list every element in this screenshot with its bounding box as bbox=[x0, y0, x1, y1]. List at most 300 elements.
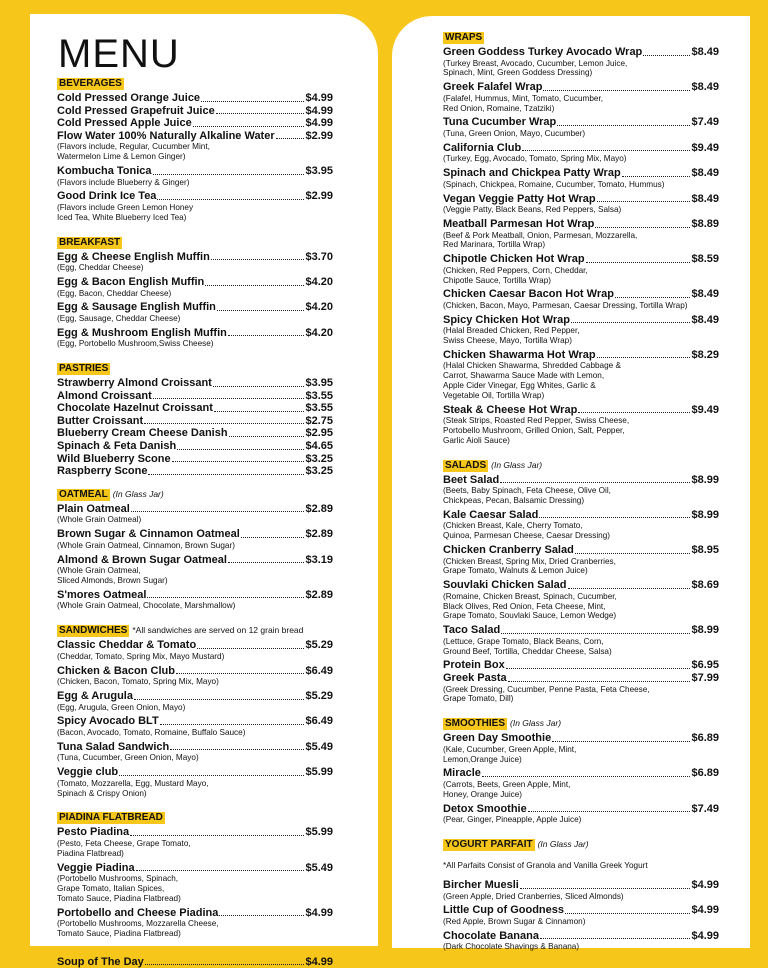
section-header bbox=[57, 78, 333, 91]
item-description: (Beets, Baby Spinach, Feta Cheese, Olive Oil, bbox=[443, 486, 611, 496]
leader-dots bbox=[520, 888, 691, 889]
item-description: Spinach & Crispy Onion) bbox=[57, 788, 147, 798]
item-price: $6.89 bbox=[691, 732, 719, 745]
item-name: S'mores Oatmeal bbox=[57, 588, 147, 601]
menu-item-soup bbox=[57, 956, 333, 968]
item-description: (Chicken, Bacon, Tomato, Spring Mix, Mayo) bbox=[57, 677, 219, 687]
item-name: Meatball Parmesan Hot Wrap bbox=[443, 217, 595, 230]
item-description: (Steak Strips, Roasted Red Pepper, Swiss Cheese, bbox=[443, 416, 630, 426]
item-price: $7.49 bbox=[691, 116, 719, 129]
item-name: Brown Sugar & Cinnamon Oatmeal bbox=[57, 528, 240, 541]
item-price: $8.49 bbox=[691, 313, 719, 326]
item-name: Chicken Shawarma Hot Wrap bbox=[443, 348, 596, 361]
menu-item bbox=[443, 474, 719, 487]
leader-dots bbox=[575, 553, 691, 554]
item-price: $5.49 bbox=[305, 861, 333, 874]
item-description: Chickpeas, Pecan, Balsamic Dressing) bbox=[443, 496, 585, 506]
item-price: $8.49 bbox=[691, 46, 719, 58]
item-price: $2.75 bbox=[305, 414, 333, 427]
item-price: $2.89 bbox=[305, 588, 333, 601]
menu-item bbox=[57, 862, 333, 875]
menu-item bbox=[57, 715, 333, 728]
item-description: Carrot, Shawarma Sauce Made with Lemon, bbox=[443, 371, 605, 381]
item-price: $5.49 bbox=[305, 740, 333, 753]
item-description: (Tomato, Mozzarella, Egg, Mustard Mayo, bbox=[57, 778, 209, 788]
menu-item bbox=[443, 167, 719, 180]
item-description: (Greek Dressing, Cucumber, Penne Pasta, Feta Cheese, bbox=[443, 684, 650, 694]
item-description: Tomato Sauce, Piadina Flatbread) bbox=[57, 928, 181, 938]
menu-item bbox=[443, 81, 719, 94]
menu-item bbox=[57, 639, 333, 652]
item-description: (Whole Grain Oatmeal) bbox=[57, 515, 142, 525]
item-description: (Chicken Breast, Kale, Cherry Tomato, bbox=[443, 521, 583, 531]
section-header bbox=[443, 32, 719, 45]
leader-dots bbox=[134, 699, 304, 700]
item-description: (Dark Chocolate Shavings & Banana) bbox=[443, 942, 580, 952]
menu-item bbox=[443, 732, 719, 745]
leader-dots bbox=[201, 101, 304, 102]
item-name: Plain Oatmeal bbox=[57, 502, 130, 515]
menu-item bbox=[443, 803, 719, 816]
section-salads bbox=[443, 460, 719, 708]
item-price: $8.59 bbox=[691, 253, 719, 266]
item-description: (Flavors include, Regular, Cucumber Mint, bbox=[57, 142, 210, 152]
leader-dots bbox=[217, 310, 305, 311]
item-name: Egg & Cheese English Muffin bbox=[57, 250, 210, 263]
leader-dots bbox=[500, 482, 690, 483]
item-description: Piadina Flatbread) bbox=[57, 848, 124, 858]
item-description: Watermelon Lime & Lemon Ginger) bbox=[57, 152, 186, 162]
item-name: Protein Box bbox=[443, 659, 505, 672]
item-name: Egg & Sausage English Muffin bbox=[57, 301, 216, 314]
item-price: $3.70 bbox=[305, 250, 333, 263]
leader-dots bbox=[170, 749, 304, 750]
item-price: $2.99 bbox=[305, 190, 333, 203]
item-name: Portobello and Cheese Piadina bbox=[57, 906, 219, 919]
item-description: Portobello Mushroom, Grilled Onion, Salt, Pepper, bbox=[443, 426, 625, 436]
section-beverages bbox=[57, 78, 333, 226]
item-description: Apple Cider Vinegar, Egg Whites, Garlic & bbox=[443, 381, 596, 391]
item-description: (Red Apple, Brown Sugar & Cinnamon) bbox=[443, 916, 586, 926]
item-name: Pesto Piadina bbox=[57, 826, 130, 839]
leader-dots bbox=[214, 411, 305, 412]
item-description: Grape Tomato, Walnuts & Lemon Juice) bbox=[443, 566, 588, 576]
item-price: $3.95 bbox=[305, 377, 333, 390]
item-price: $5.29 bbox=[305, 639, 333, 652]
menu-item bbox=[57, 301, 333, 314]
item-description: (Egg, Portobello Mushroom,Swiss Cheese) bbox=[57, 339, 214, 349]
leader-dots bbox=[130, 835, 304, 836]
item-name: Green Day Smoothie bbox=[443, 732, 552, 745]
menu-item bbox=[57, 589, 333, 602]
section-smoothies bbox=[443, 718, 719, 828]
leader-dots bbox=[501, 633, 690, 634]
leader-dots bbox=[571, 322, 691, 323]
menu-item bbox=[57, 276, 333, 289]
item-price: $6.89 bbox=[691, 767, 719, 780]
leader-dots bbox=[557, 125, 690, 126]
item-description: (Turkey Breast, Avocado, Cucumber, Lemon Juice, bbox=[443, 58, 628, 68]
item-price: $8.69 bbox=[691, 579, 719, 592]
leader-dots bbox=[176, 673, 305, 674]
item-name: California Club bbox=[443, 141, 522, 154]
item-description: (Romaine, Chicken Breast, Spinach, Cucumber, bbox=[443, 591, 617, 601]
item-price: $4.99 bbox=[305, 104, 333, 117]
leader-dots bbox=[552, 741, 690, 742]
item-description: (Green Apple, Dried Cranberries, Sliced Almonds) bbox=[443, 891, 624, 901]
item-description: (Pear, Ginger, Pineapple, Apple Juice) bbox=[443, 815, 582, 825]
menu-item bbox=[443, 672, 719, 685]
menu-item bbox=[57, 465, 333, 478]
item-price: $8.29 bbox=[691, 348, 719, 361]
item-name: Almond Croissant bbox=[57, 389, 152, 402]
item-price: $4.99 bbox=[305, 92, 333, 104]
item-name: Kale Caesar Salad bbox=[443, 508, 539, 521]
section-note: (In Glass Jar) bbox=[112, 488, 164, 499]
leader-dots bbox=[144, 423, 304, 424]
item-description: Ground Beef, Tortilla, Cheddar Cheese, Salsa) bbox=[443, 646, 612, 656]
item-description: Black Olives, Red Onion, Feta Cheese, Mint, bbox=[443, 601, 606, 611]
item-name: Taco Salad bbox=[443, 624, 501, 637]
leader-dots bbox=[276, 138, 305, 139]
item-description: Vegetable Oil, Tortilla Wrap) bbox=[443, 390, 545, 400]
item-description: (Veggie Patty, Black Beans, Red Peppers, Salsa) bbox=[443, 205, 622, 215]
item-name: Good Drink Ice Tea bbox=[57, 190, 157, 203]
leader-dots bbox=[597, 201, 691, 202]
item-description: (Flavors include Green Lemon Honey bbox=[57, 202, 194, 212]
item-description: (Portobello Mushrooms, Mozzarella Cheese, bbox=[57, 919, 219, 929]
leader-dots bbox=[228, 335, 305, 336]
item-description: (Tuna, Green Onion, Mayo, Cucumber) bbox=[443, 128, 586, 138]
menu-item bbox=[443, 767, 719, 780]
item-name: Almond & Brown Sugar Oatmeal bbox=[57, 553, 227, 566]
left-menu-panel bbox=[30, 14, 378, 968]
section-header bbox=[57, 237, 333, 250]
leader-dots bbox=[595, 227, 690, 228]
menu-item bbox=[443, 193, 719, 206]
section-label: BREAKFAST bbox=[59, 236, 121, 248]
menu-item bbox=[57, 105, 333, 118]
menu-item bbox=[57, 402, 333, 415]
item-price: $8.49 bbox=[691, 167, 719, 180]
menu-item bbox=[57, 554, 333, 567]
leader-dots bbox=[241, 537, 305, 538]
menu-item bbox=[57, 390, 333, 403]
menu-item bbox=[57, 528, 333, 541]
item-name: Classic Cheddar & Tomato bbox=[57, 639, 197, 652]
item-name: Green Goddess Turkey Avocado Wrap bbox=[443, 46, 643, 58]
item-description: (Portobello Mushrooms, Spinach, bbox=[57, 874, 179, 884]
section-note: *All sandwiches are served on 12 grain bread bbox=[132, 625, 304, 636]
menu-item bbox=[57, 665, 333, 678]
item-description: Grape Tomato, Dill) bbox=[443, 694, 514, 704]
leader-dots bbox=[160, 724, 305, 725]
item-description: (Spinach, Chickpea, Romaine, Cucumber, Tomato, Hummus) bbox=[443, 179, 665, 189]
item-name: Wild Blueberry Scone bbox=[57, 452, 171, 465]
item-description: (Halal Breaded Chicken, Red Pepper, bbox=[443, 326, 580, 336]
section-sandwiches bbox=[57, 625, 333, 801]
item-description: (Tuna, Cucumber, Green Onion, Mayo) bbox=[57, 753, 199, 763]
leader-dots bbox=[197, 648, 304, 649]
item-description: (Whole Grain Oatmeal, bbox=[57, 566, 141, 576]
item-price: $4.99 bbox=[691, 878, 719, 891]
leader-dots bbox=[172, 461, 305, 462]
leader-dots bbox=[565, 913, 690, 914]
item-description: Grape Tomato, Italian Spices, bbox=[57, 883, 165, 893]
item-price: $9.49 bbox=[691, 403, 719, 416]
item-name: Bircher Muesli bbox=[443, 878, 519, 891]
leader-dots bbox=[205, 285, 304, 286]
item-name: Chicken Cranberry Salad bbox=[443, 544, 574, 557]
leader-dots bbox=[578, 412, 690, 413]
menu-item bbox=[57, 165, 333, 178]
leader-dots bbox=[153, 398, 305, 399]
menu-item bbox=[443, 253, 719, 266]
item-price: $6.49 bbox=[305, 715, 333, 728]
item-price: $9.49 bbox=[691, 141, 719, 154]
section-label: BEVERAGES bbox=[59, 78, 122, 89]
menu-item bbox=[443, 46, 719, 59]
leader-dots bbox=[508, 681, 691, 682]
leader-dots bbox=[540, 938, 691, 939]
item-description: Honey, Orange Juice) bbox=[443, 789, 523, 799]
menu-item bbox=[57, 92, 333, 105]
item-name: Tuna Salad Sandwich bbox=[57, 740, 170, 753]
leader-dots bbox=[177, 449, 304, 450]
item-price: $3.95 bbox=[305, 164, 333, 177]
menu-item bbox=[57, 503, 333, 516]
section-header bbox=[57, 625, 333, 638]
menu-item bbox=[443, 404, 719, 417]
item-name: Strawberry Almond Croissant bbox=[57, 377, 212, 390]
item-name: Steak & Cheese Hot Wrap bbox=[443, 403, 578, 416]
leader-dots bbox=[211, 259, 305, 260]
leader-dots bbox=[586, 262, 691, 263]
item-price: $8.49 bbox=[691, 288, 719, 301]
menu-item bbox=[443, 288, 719, 301]
item-description: Garlic Aioli Sauce) bbox=[443, 435, 510, 445]
item-name: Little Cup of Goodness bbox=[443, 904, 564, 917]
item-price: $6.95 bbox=[691, 659, 719, 672]
item-price: $4.99 bbox=[305, 955, 333, 968]
item-description: (Cheddar, Tomato, Spring Mix, Mayo Mustard) bbox=[57, 651, 225, 661]
section-header bbox=[443, 718, 719, 731]
menu-item bbox=[443, 659, 719, 672]
item-name: Miracle bbox=[443, 767, 481, 780]
item-description: (Egg, Cheddar Cheese) bbox=[57, 263, 144, 273]
right-column bbox=[443, 32, 719, 955]
menu-item bbox=[57, 440, 333, 453]
leader-dots bbox=[216, 113, 305, 114]
menu-item bbox=[443, 904, 719, 917]
leader-dots bbox=[213, 386, 305, 387]
item-name: Chipotle Chicken Hot Wrap bbox=[443, 253, 585, 266]
section-oatmeal bbox=[57, 489, 333, 614]
item-price: $8.49 bbox=[691, 81, 719, 94]
menu-item bbox=[57, 453, 333, 466]
item-name: Spinach and Chickpea Patty Wrap bbox=[443, 167, 621, 180]
item-price: $8.95 bbox=[691, 544, 719, 557]
item-description: (Egg, Bacon, Cheddar Cheese) bbox=[57, 288, 172, 298]
menu-item bbox=[57, 130, 333, 143]
item-price: $2.95 bbox=[305, 427, 333, 440]
section-header bbox=[57, 363, 333, 376]
item-description: Swiss Cheese, Mayo, Tortilla Wrap) bbox=[443, 336, 572, 346]
menu-item bbox=[443, 142, 719, 155]
menu-item bbox=[57, 427, 333, 440]
section-wraps bbox=[443, 32, 719, 449]
section-note: (In Glass Jar) bbox=[491, 459, 543, 470]
leader-dots bbox=[148, 474, 304, 475]
item-price: $2.99 bbox=[305, 129, 333, 142]
leader-dots bbox=[543, 90, 690, 91]
item-description: Red Marinara, Tortilla Wrap) bbox=[443, 240, 546, 250]
menu-item bbox=[443, 349, 719, 362]
menu-item bbox=[443, 314, 719, 327]
item-price: $5.99 bbox=[305, 766, 333, 779]
section-note: (In Glass Jar) bbox=[510, 718, 562, 729]
menu-item bbox=[57, 766, 333, 779]
leader-dots bbox=[622, 176, 691, 177]
item-name: Souvlaki Chicken Salad bbox=[443, 579, 567, 592]
item-name: Detox Smoothie bbox=[443, 802, 527, 815]
section-label: PIADINA FLATBREAD bbox=[59, 812, 163, 824]
leader-dots bbox=[193, 126, 305, 127]
section-pastries bbox=[57, 363, 333, 478]
item-name: Egg & Bacon English Muffin bbox=[57, 275, 205, 288]
item-price: $3.19 bbox=[305, 553, 333, 566]
leader-dots bbox=[528, 811, 691, 812]
item-description: (Whole Grain Oatmeal, Cinnamon, Brown Sugar) bbox=[57, 540, 235, 550]
item-name: Butter Croissant bbox=[57, 414, 144, 427]
item-name: Flow Water 100% Naturally Alkaline Water bbox=[57, 129, 275, 142]
menu-item bbox=[443, 930, 719, 943]
item-name: Cold Pressed Apple Juice bbox=[57, 117, 192, 130]
item-price: $7.49 bbox=[691, 802, 719, 815]
item-price: $4.99 bbox=[305, 117, 333, 130]
menu-item bbox=[443, 218, 719, 231]
item-description: (Flavors include Blueberry & Ginger) bbox=[57, 177, 190, 187]
section-header bbox=[443, 460, 719, 473]
leader-dots bbox=[643, 55, 690, 56]
right-menu-panel bbox=[392, 16, 750, 952]
leader-dots bbox=[482, 776, 691, 777]
section-subnote: *All Parfaits Consist of Granola and Vanilla Greek Yogurt bbox=[443, 860, 648, 870]
item-description: (Whole Grain Oatmeal, Chocolate, Marshmallow) bbox=[57, 601, 236, 611]
section-label: SMOOTHIES bbox=[445, 718, 506, 730]
item-name: Chocolate Hazelnut Croissant bbox=[57, 402, 213, 415]
section-header bbox=[443, 839, 719, 852]
item-description: Grape Tomato, Souvlaki Sauce, Lemon Wedge) bbox=[443, 611, 617, 621]
item-description: Spinach, Mint, Green Goddess Dressing) bbox=[443, 68, 593, 78]
item-price: $2.89 bbox=[305, 528, 333, 541]
item-price: $8.99 bbox=[691, 473, 719, 486]
item-name: Kombucha Tonica bbox=[57, 164, 152, 177]
item-price: $8.99 bbox=[691, 624, 719, 637]
section-label: PASTRIES bbox=[59, 363, 109, 375]
item-description: Lemon,Orange Juice) bbox=[443, 754, 522, 764]
item-description: Tomato Sauce, Piadina Flatbread) bbox=[57, 893, 181, 903]
menu-item bbox=[443, 509, 719, 522]
leader-dots bbox=[145, 964, 305, 965]
item-price: $5.99 bbox=[305, 826, 333, 839]
leader-dots bbox=[506, 668, 691, 669]
item-name: Cold Pressed Orange Juice bbox=[57, 92, 201, 104]
item-description: Chipotle Sauce, Tortilla Wrap) bbox=[443, 275, 552, 285]
item-price: $4.20 bbox=[305, 275, 333, 288]
item-price: $4.99 bbox=[305, 906, 333, 919]
item-price: $3.55 bbox=[305, 402, 333, 415]
item-name: Spicy Avocado BLT bbox=[57, 715, 159, 728]
menu-item bbox=[57, 741, 333, 754]
item-description: (Bacon, Avocado, Tomato, Romaine, Buffalo Sauce) bbox=[57, 727, 246, 737]
leader-dots bbox=[131, 511, 305, 512]
menu-item bbox=[57, 377, 333, 390]
leader-dots bbox=[157, 199, 304, 200]
item-description: (Beef & Pork Meatball, Onion, Parmesan, Mozzarella, bbox=[443, 230, 638, 240]
leader-dots bbox=[153, 174, 305, 175]
item-description: (Egg, Arugula, Green Onion, Mayo) bbox=[57, 702, 186, 712]
item-price: $4.99 bbox=[691, 929, 719, 942]
item-price: $6.49 bbox=[305, 664, 333, 677]
menu-item bbox=[443, 879, 719, 892]
section-label: SANDWICHES bbox=[59, 625, 128, 637]
item-price: $4.20 bbox=[305, 301, 333, 314]
menu-item bbox=[443, 116, 719, 129]
item-description: (Egg, Sausage, Cheddar Cheese) bbox=[57, 313, 181, 323]
item-name: Egg & Mushroom English Muffin bbox=[57, 326, 227, 339]
item-description: (Turkey, Egg, Avocado, Tomato, Spring Mix, Mayo) bbox=[443, 154, 627, 164]
item-description: (Halal Chicken Shawarma, Shredded Cabbage & bbox=[443, 361, 621, 371]
item-name: Veggie Piadina bbox=[57, 861, 135, 874]
leader-dots bbox=[228, 562, 305, 563]
left-column bbox=[57, 78, 333, 968]
item-description: Sliced Almonds, Brown Sugar) bbox=[57, 576, 168, 586]
item-name: Greek Falafel Wrap bbox=[443, 81, 543, 94]
item-price: $3.25 bbox=[305, 452, 333, 465]
item-name: Greek Pasta bbox=[443, 671, 507, 684]
item-description: (Chicken, Red Peppers, Corn, Cheddar, bbox=[443, 265, 588, 275]
leader-dots bbox=[568, 588, 691, 589]
item-description: (Falafel, Hummus, Mint, Tomato, Cucumber, bbox=[443, 93, 604, 103]
leader-dots bbox=[119, 775, 304, 776]
section-note: (In Glass Jar) bbox=[537, 838, 589, 849]
item-name: Soup of The Day bbox=[57, 955, 144, 968]
leader-dots bbox=[539, 517, 690, 518]
section-label: YOGURT PARFAIT bbox=[445, 838, 533, 850]
item-description: (Chicken Breast, Spring Mix, Dried Cranberries, bbox=[443, 556, 616, 566]
item-name: Egg & Arugula bbox=[57, 690, 133, 702]
item-name: Beet Salad bbox=[443, 473, 500, 486]
leader-dots bbox=[597, 357, 691, 358]
section-yogurt bbox=[443, 839, 719, 955]
leader-dots bbox=[219, 915, 304, 916]
menu-item bbox=[57, 117, 333, 130]
item-description: Iced Tea, White Blueberry Iced Tea) bbox=[57, 212, 187, 222]
item-description: (Lettuce, Grape Tomato, Black Beans, Corn, bbox=[443, 636, 604, 646]
item-price: $4.20 bbox=[305, 326, 333, 339]
leader-dots bbox=[615, 297, 691, 298]
item-name: Chicken & Bacon Club bbox=[57, 664, 175, 677]
menu-item bbox=[57, 327, 333, 340]
menu-item bbox=[443, 579, 719, 592]
item-description: (Pesto, Feta Cheese, Grape Tomato, bbox=[57, 838, 191, 848]
menu-item bbox=[443, 624, 719, 637]
section-label: OATMEAL bbox=[59, 488, 108, 500]
item-price: $7.99 bbox=[691, 671, 719, 684]
menu-item bbox=[443, 544, 719, 557]
menu-title: MENU bbox=[58, 32, 180, 76]
